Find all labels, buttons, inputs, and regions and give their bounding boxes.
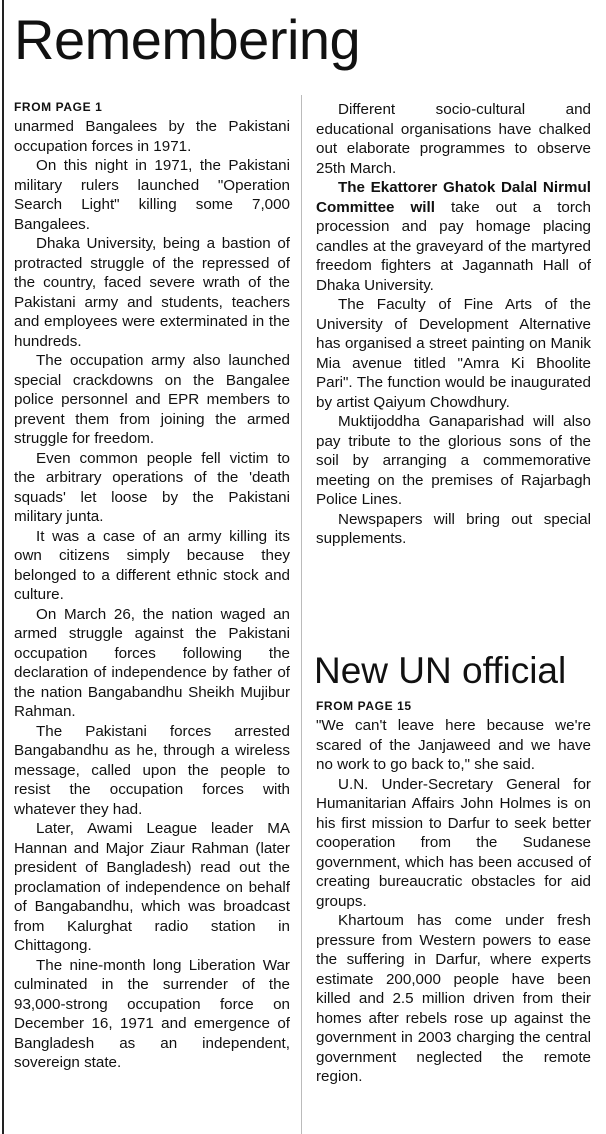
article-headline-remembering: Remembering	[14, 8, 361, 71]
paragraph: Later, Awami League leader MA Hannan and Major Ziaur Rahman (later president of Bangladesh) read out the proclamation of independence on behalf of Bangabandhu, which was broadcast from Kalurghat radio station in Chittagong.	[14, 820, 290, 954]
paragraph: Different socio-cultural and educational organisations have chalked out elaborate programmes to observe 25th March.	[316, 101, 591, 177]
jump-kicker: FROM PAGE 15	[316, 699, 412, 713]
paragraph: The occupation army also launched special crackdowns on the Bangalee police personnel and EPR members to prevent them from joining the armed struggle for freedom.	[14, 352, 290, 447]
article-new-un-official-body	[316, 698, 591, 1087]
paragraph	[316, 178, 591, 295]
paragraph: Khartoum has come under fresh pressure from Western powers to ease the suffering in Darfur, where experts estimate 200,000 people have been killed and 2.5 million driven from their homes after rebels rose up against the government in 2003 charging the central government neglected the remote region.	[316, 912, 591, 1085]
paragraph: The Pakistani forces arrested Bangabandhu as he, through a wireless message, called upon the people to resist the occupation forces with whatever they had.	[14, 722, 290, 818]
column-divider	[301, 95, 302, 1134]
paragraph: Even common people fell victim to the arbitrary operations of the 'death squads' let loose by the Pakistani military junta.	[14, 449, 290, 525]
paragraph: The nine-month long Liberation War culminated in the surrender of the 93,000-strong occupation force on December 16, 1971 and emergence of Bangladesh as an independent, sovereign state.	[14, 956, 290, 1071]
paragraph: On March 26, the nation waged an armed struggle against the Pakistani occupation forces following the declaration of independence by father of the nation Bangabandhu Sheikh Mujibur Rahman.	[14, 605, 290, 720]
organisation-name-bold: The Ekattorer Ghatok Dalal Nirmul Committee will	[316, 179, 591, 216]
paragraph: "We can't leave here because we're scared of the Janjaweed and we have no work to go back to," she said.	[316, 717, 591, 773]
paragraph: It was a case of an army killing its own citizens simply because they belonged to a different ethnic stock and culture.	[14, 527, 290, 603]
paragraph: The Faculty of Fine Arts of the University of Development Alternative has organised a street painting on Manik Mia avenue titled "Amra Ki Bhoolite Pari". The function would be inaugurated by artist Qaiyum Chowdhury.	[316, 296, 591, 411]
article-headline-new-un-official: New UN official	[314, 650, 567, 691]
paragraph: unarmed Bangalees by the Pakistani occupation forces in 1971.	[14, 118, 290, 155]
left-column-rule	[2, 0, 4, 1134]
jump-kicker: FROM PAGE 1	[14, 100, 103, 114]
article-remembering-column-2	[316, 100, 591, 549]
paragraph: U.N. Under-Secretary General for Humanitarian Affairs John Holmes is on his first mission to Darfur to seek better cooperation from the Sudanese government, which has been accused of creating bureaucratic obstacles for aid groups.	[316, 775, 591, 910]
paragraph: Muktijoddha Ganaparishad will also pay tribute to the glorious sons of the soil by arranging a commemorative meeting on the premises of Rajarbagh Police Lines.	[316, 413, 591, 508]
paragraph: Newspapers will bring out special supplements.	[316, 510, 591, 547]
paragraph: Dhaka University, being a bastion of protracted struggle of the repressed of the country, faced severe wrath of the Pakistani army and students, teachers and employees were exterminated in the hundreds.	[14, 235, 290, 350]
paragraph-continuation: take out a torch procession and pay homage placing candles at the graveyard of the martyred freedom fighters at Jagannath Hall of Dhaka University.	[316, 198, 591, 294]
paragraph: On this night in 1971, the Pakistani military rulers launched "Operation Search Light" killing some 7,000 Bangalees.	[14, 157, 290, 233]
article-remembering-column-1	[14, 99, 290, 1073]
